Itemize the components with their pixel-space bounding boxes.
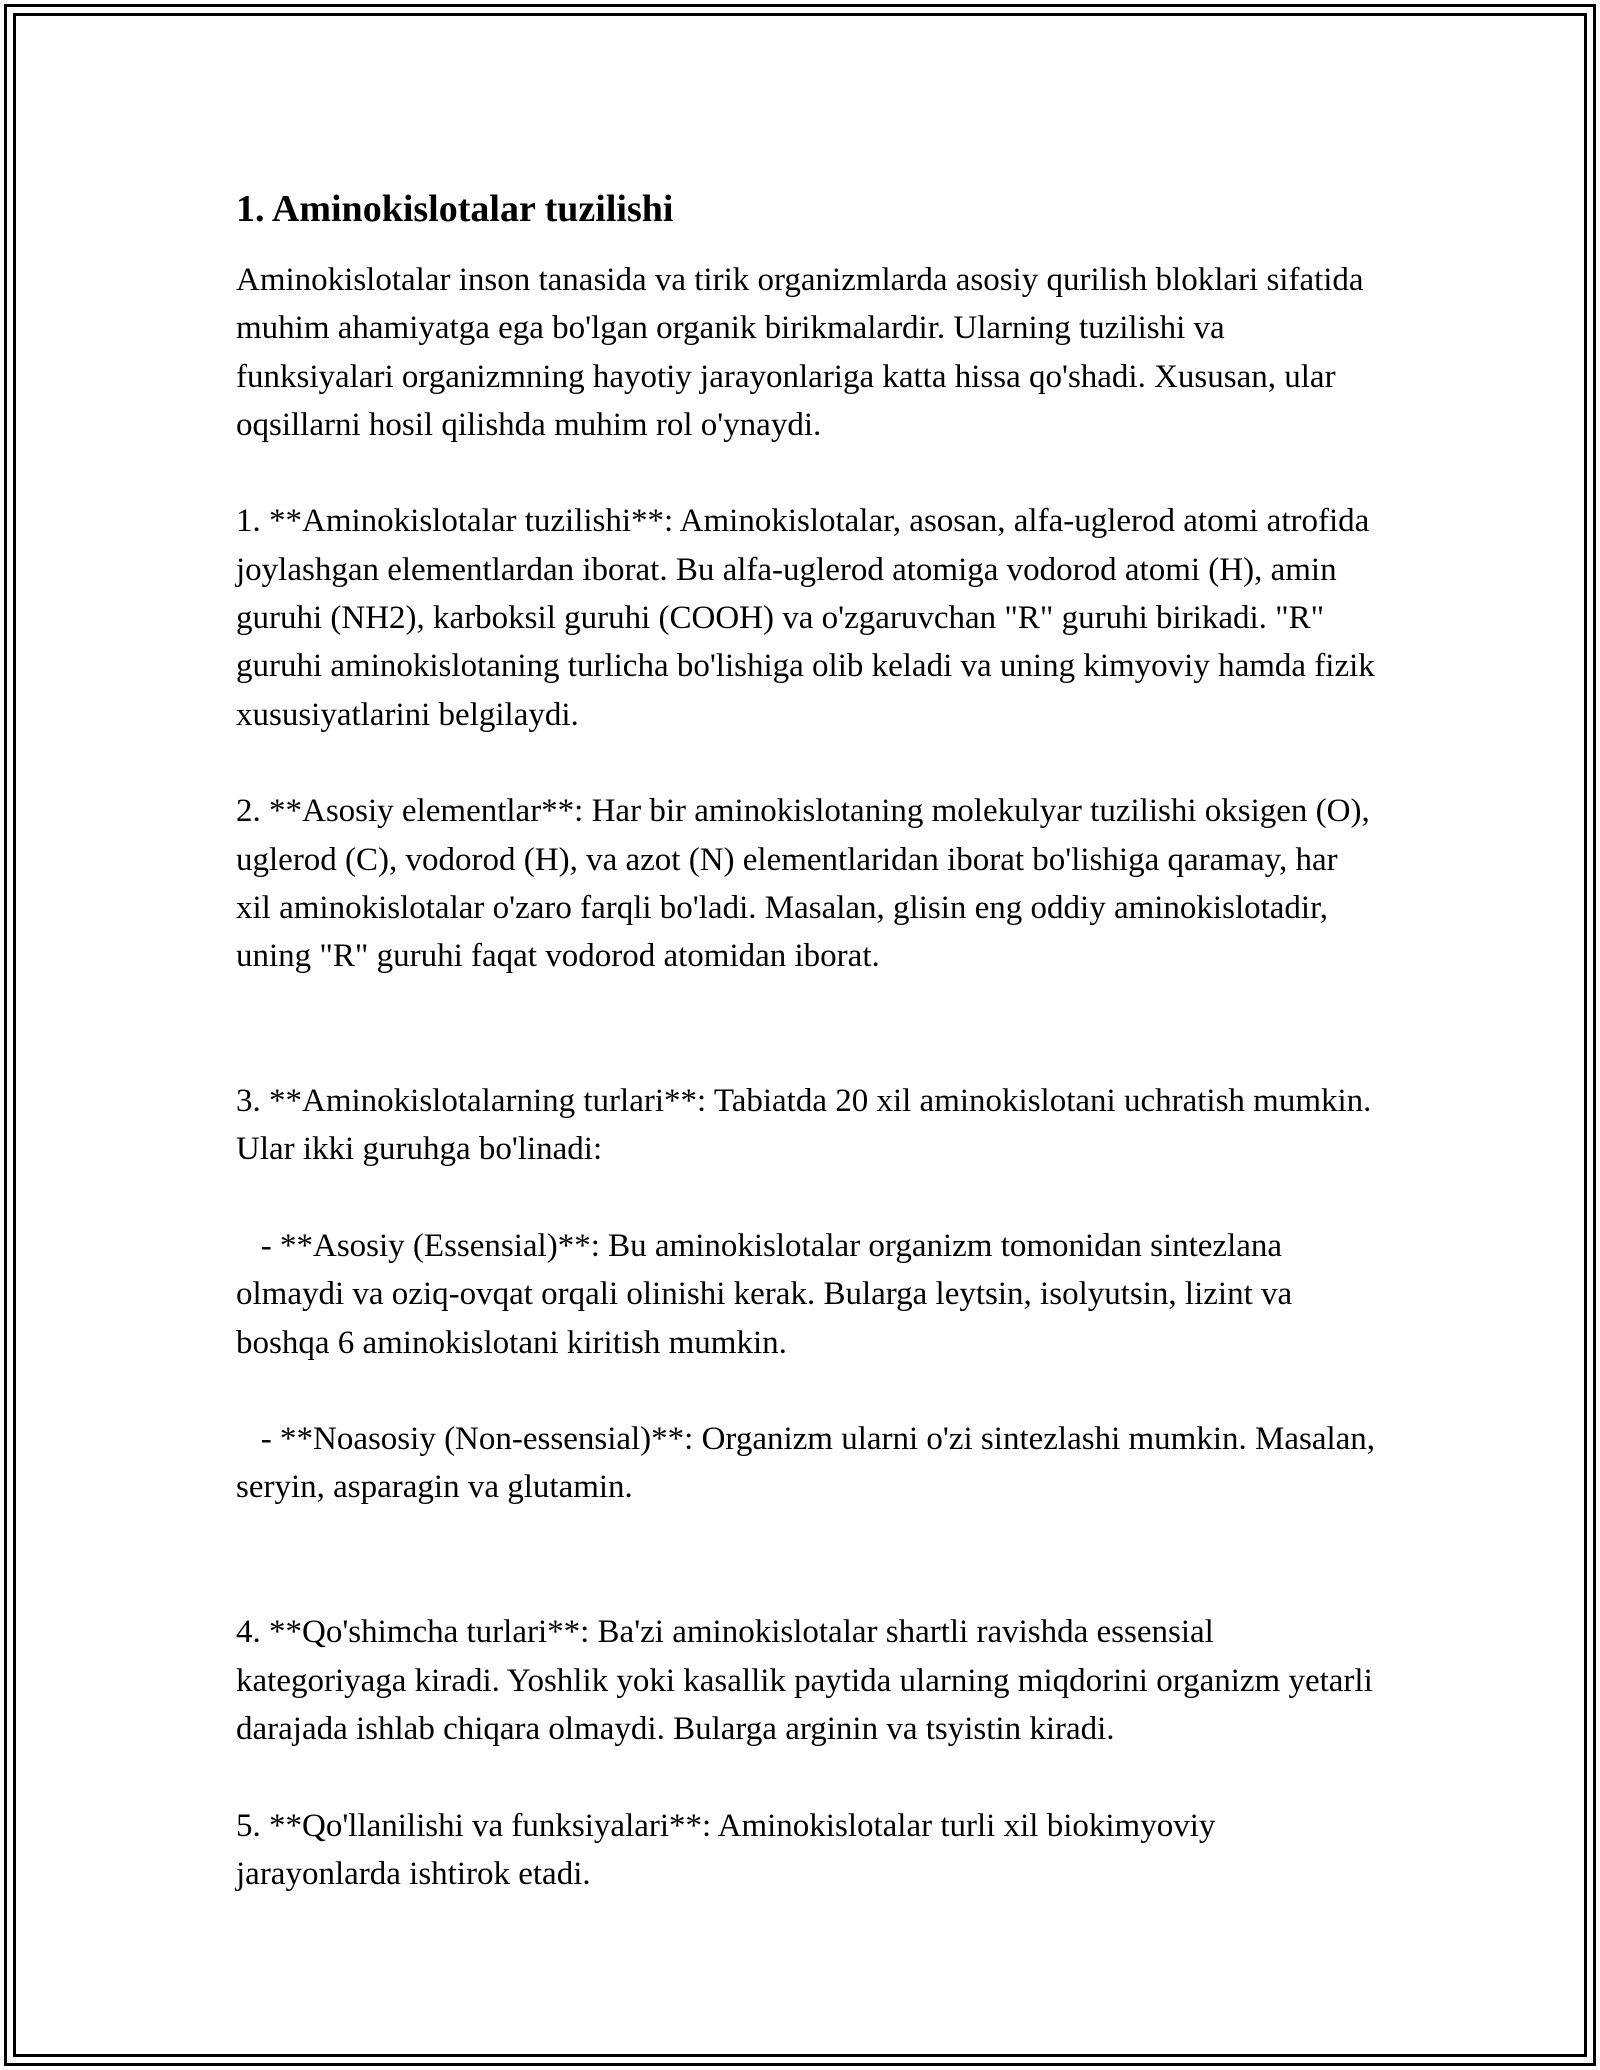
list-item-4: 4. **Qo'shimcha turlari**: Ba'zi aminokislotalar shartli ravishda essensial kategoriyaga kiradi. Yoshlik yoki kasallik paytida ularning miqdorini organizm yetarli darajada ishlab chiqara olmaydi. Bularga arginin va tsyistin kiradi. xyxy=(236,1614,1373,1747)
list-subitem-essential-text: - **Asosiy (Essensial)**: Bu aminokislotalar organizm tomonidan sintezlana olmaydi va oziq-ovqat orqali olinishi kerak. Bularga leytsin, isolyutsin, lizint va boshqa 6 aminokislotani kiritish mumkin. xyxy=(236,1227,1293,1361)
list-item-3 xyxy=(236,1029,1376,1560)
list-item-1: 1. **Aminokislotalar tuzilishi**: Aminokislotalar, asosan, alfa-uglerod atomi atrofida joylashgan elementlardan iborat. Bu alfa-uglerod atomiga vodorod atomi (H), amin guruhi (NH2), karboksil guruhi (COOH) va o'zgaruvchan "R" guruhi birikadi. "R" guruhi aminokislotaning turlicha bo'lishiga olib keladi va uning kimyoviy hamda fizik xususiyatlarini belgilaydi. xyxy=(236,503,1375,733)
list-subitem-non-essential-text: - **Noasosiy (Non-essensial)**: Organizm ularni o'zi sintezlashi mumkin. Masalan, seryin, asparagin va glutamin. xyxy=(236,1421,1376,1506)
list-item-2: 2. **Asosiy elementlar**: Har bir aminokislotaning molekulyar tuzilishi oksigen (O), uglerod (C), vodorod (H), va azot (N) elementlaridan iborat bo'lishiga qaramay, har xil aminokislotalar o'zaro farqli bo'ladi. Masalan, glisin eng oddiy aminokislotadir, uning "R" guruhi faqat vodorod atomidan iborat. xyxy=(236,793,1370,975)
list-subitem-essential xyxy=(236,1222,1376,1367)
document-body xyxy=(236,186,1376,1898)
page-title: 1. Aminokislotalar tuzilishi xyxy=(236,188,674,230)
list-item-5: 5. **Qo'llanilishi va funksiyalari**: Aminokislotalar turli xil biokimyoviy jarayonlarda ishtirok etadi. xyxy=(236,1807,1216,1892)
intro-paragraph: Aminokislotalar inson tanasida va tirik organizmlarda asosiy qurilish bloklari sifatida muhim ahamiyatga ega bo'lgan organik birikmalardir. Ularning tuzilishi va funksiyalari organizmning hayotiy jarayonlariga katta hissa qo'shadi. Xususan, ular oqsillarni hosil qilishda muhim rol o'ynaydi. xyxy=(236,262,1364,443)
list-item-3-text: 3. **Aminokislotalarning turlari**: Tabiatda 20 xil aminokislotani uchratish mumkin. Ular ikki guruhga bo'linadi: xyxy=(236,1083,1372,1168)
list-subitem-non-essential xyxy=(236,1415,1376,1512)
